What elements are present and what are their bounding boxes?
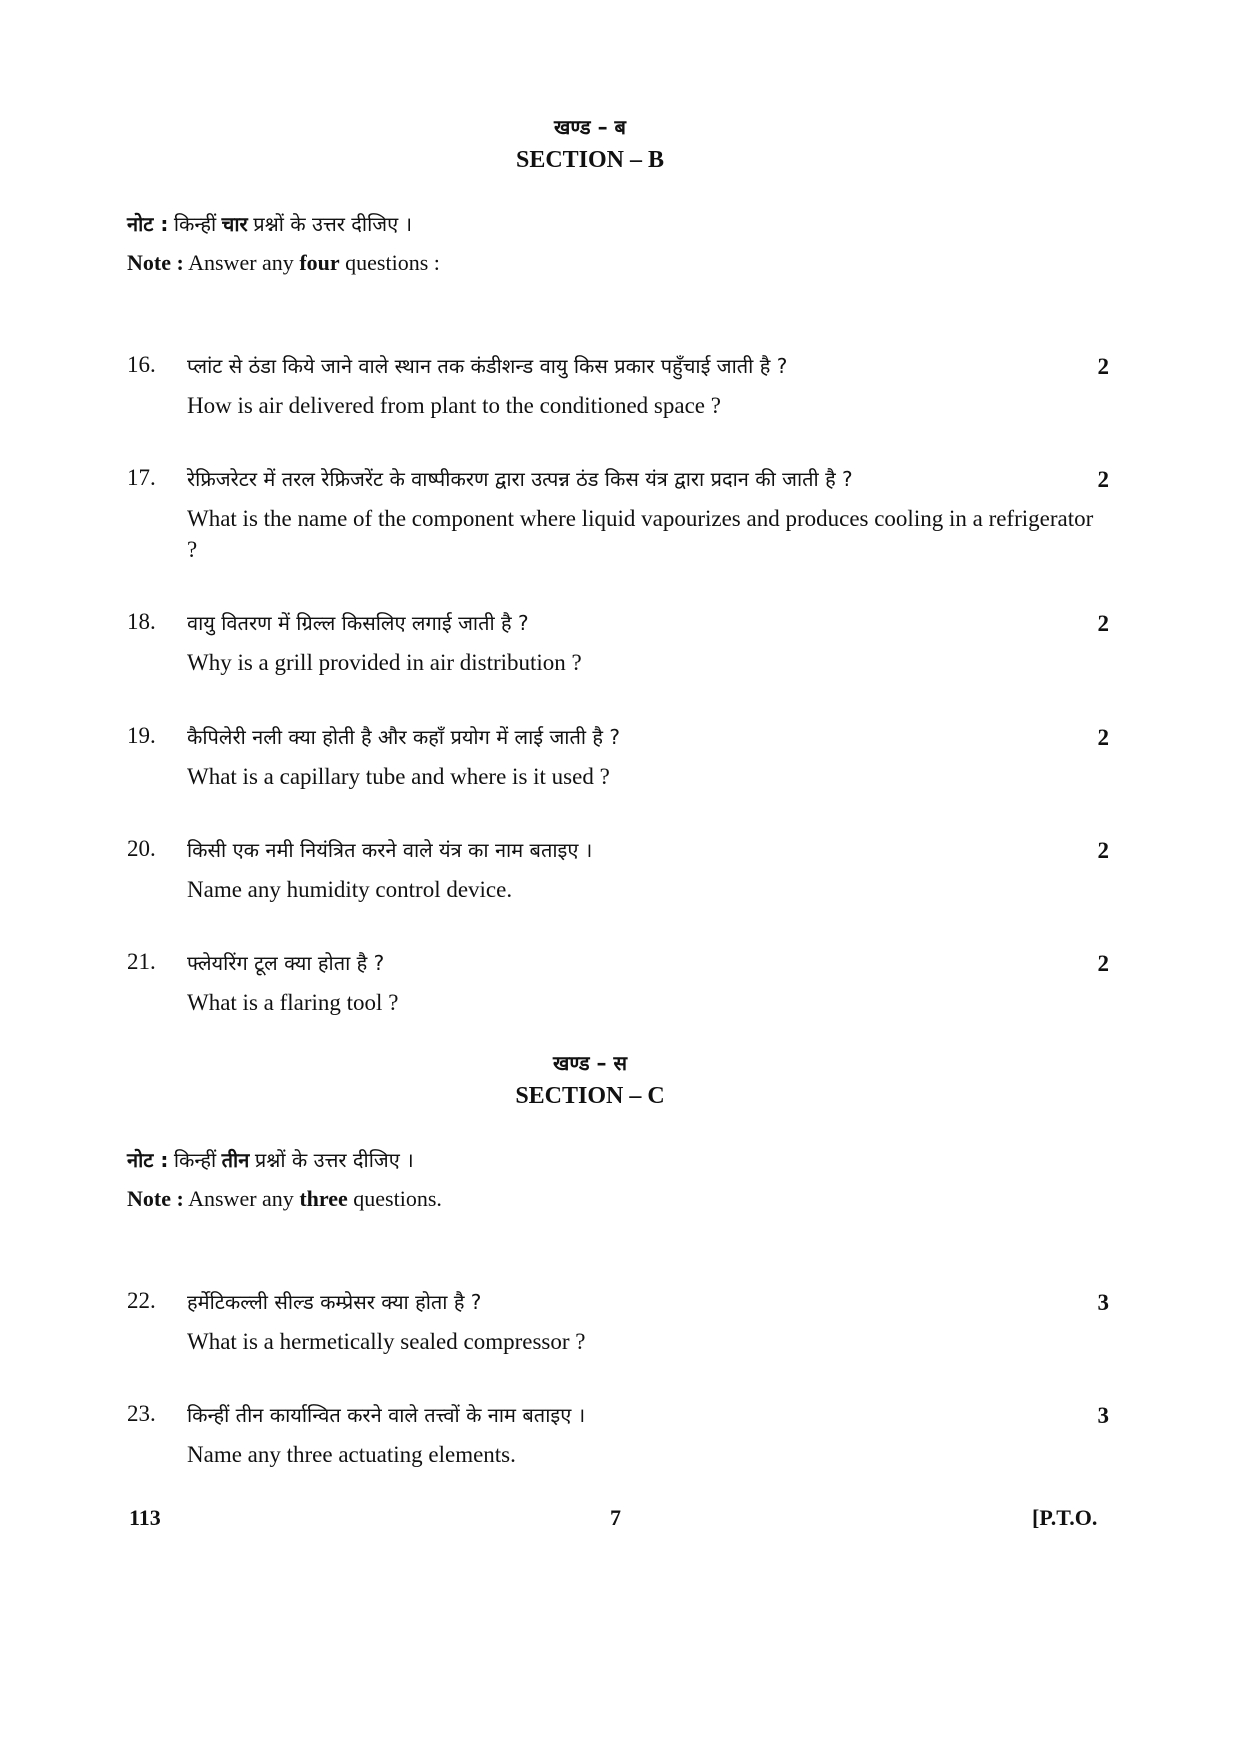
section-c-note-english [127, 1186, 442, 1212]
question-marks: 2 [1097, 354, 1109, 379]
section-c-hindi-title: खण्ड – स [552, 1051, 627, 1075]
note-text: किन्हीं [173, 212, 217, 236]
question-english: What is a hermetically sealed compressor ? [187, 1329, 586, 1354]
question-hindi: वायु वितरण में ग्रिल्ल किसलिए लगाई जाती है ? [187, 611, 529, 635]
note-text: questions : [345, 250, 440, 275]
question-number: 23. [127, 1401, 156, 1426]
question-number: 16. [127, 352, 156, 377]
section-c-note-hindi [127, 1146, 414, 1173]
question-english: Name any humidity control device. [187, 877, 513, 902]
question-marks: 2 [1097, 611, 1109, 636]
question-number: 21. [127, 949, 156, 974]
paper-code: 113 [129, 1505, 161, 1530]
question-hindi: फ्लेयरिंग टूल क्या होता है ? [187, 951, 385, 975]
question-marks: 3 [1097, 1403, 1109, 1428]
question-english: Name any three actuating elements. [187, 1442, 516, 1467]
question-marks: 3 [1097, 1290, 1109, 1315]
question-english: Why is a grill provided in air distribution ? [187, 650, 582, 675]
note-count: three [299, 1186, 348, 1211]
question-number: 18. [127, 609, 156, 634]
note-count: तीन [221, 1148, 250, 1172]
note-count: चार [221, 212, 248, 236]
note-label: Note : [127, 250, 184, 275]
note-text: Answer any [188, 1186, 294, 1211]
question-number: 17. [127, 465, 156, 490]
question-hindi: हर्मेटिकल्ली सील्ड कम्प्रेसर क्या होता है ? [187, 1290, 482, 1314]
please-turn-over: [P.T.O. [1032, 1505, 1098, 1530]
question-marks: 2 [1097, 838, 1109, 863]
section-c-title: SECTION – C [515, 1083, 665, 1109]
section-b-hindi-title: खण्ड – ब [554, 115, 626, 139]
section-b-note-english [127, 250, 440, 276]
question-hindi: किसी एक नमी नियंत्रित करने वाले यंत्र का नाम बताइए । [187, 838, 593, 862]
question-english: What is a capillary tube and where is it used ? [187, 764, 610, 789]
note-text: Answer any [188, 250, 294, 275]
page-number: 7 [610, 1505, 621, 1530]
question-hindi: कैपिलेरी नली क्या होती है और कहाँ प्रयोग में लाई जाती है ? [187, 725, 621, 749]
question-number: 19. [127, 723, 156, 748]
note-label: नोट : [127, 212, 169, 236]
question-hindi: प्लांट से ठंडा किये जाने वाले स्थान तक कंडीशन्ड वायु किस प्रकार पहुँचाई जाती है ? [187, 354, 788, 378]
question-english: What is the name of the component where liquid vapourizes and produces cooling in a refrigerator ? [187, 506, 1094, 562]
note-label: Note : [127, 1186, 184, 1211]
note-text: प्रश्नों के उत्तर दीजिए । [254, 1148, 414, 1172]
section-b-title: SECTION – B [515, 147, 665, 173]
question-marks: 2 [1097, 725, 1109, 750]
question-english: How is air delivered from plant to the conditioned space ? [187, 393, 721, 418]
question-marks: 2 [1097, 951, 1109, 976]
note-count: four [299, 250, 340, 275]
question-hindi: रेफ्रिजरेटर में तरल रेफ्रिजरेंट के वाष्पीकरण द्वारा उत्पन्न ठंड किस यंत्र द्वारा प्रदान की जाती है ? [187, 467, 853, 491]
question-number: 20. [127, 836, 156, 861]
question-english: What is a flaring tool ? [187, 990, 399, 1015]
question-hindi: किन्हीं तीन कार्यान्वित करने वाले तत्त्वों के नाम बताइए । [187, 1403, 586, 1427]
note-text: किन्हीं [173, 1148, 217, 1172]
section-b-note-hindi [127, 210, 412, 237]
question-marks: 2 [1097, 467, 1109, 492]
question-number: 22. [127, 1288, 156, 1313]
note-text: प्रश्नों के उत्तर दीजिए । [253, 212, 413, 236]
note-text: questions. [353, 1186, 442, 1211]
note-label: नोट : [127, 1148, 169, 1172]
